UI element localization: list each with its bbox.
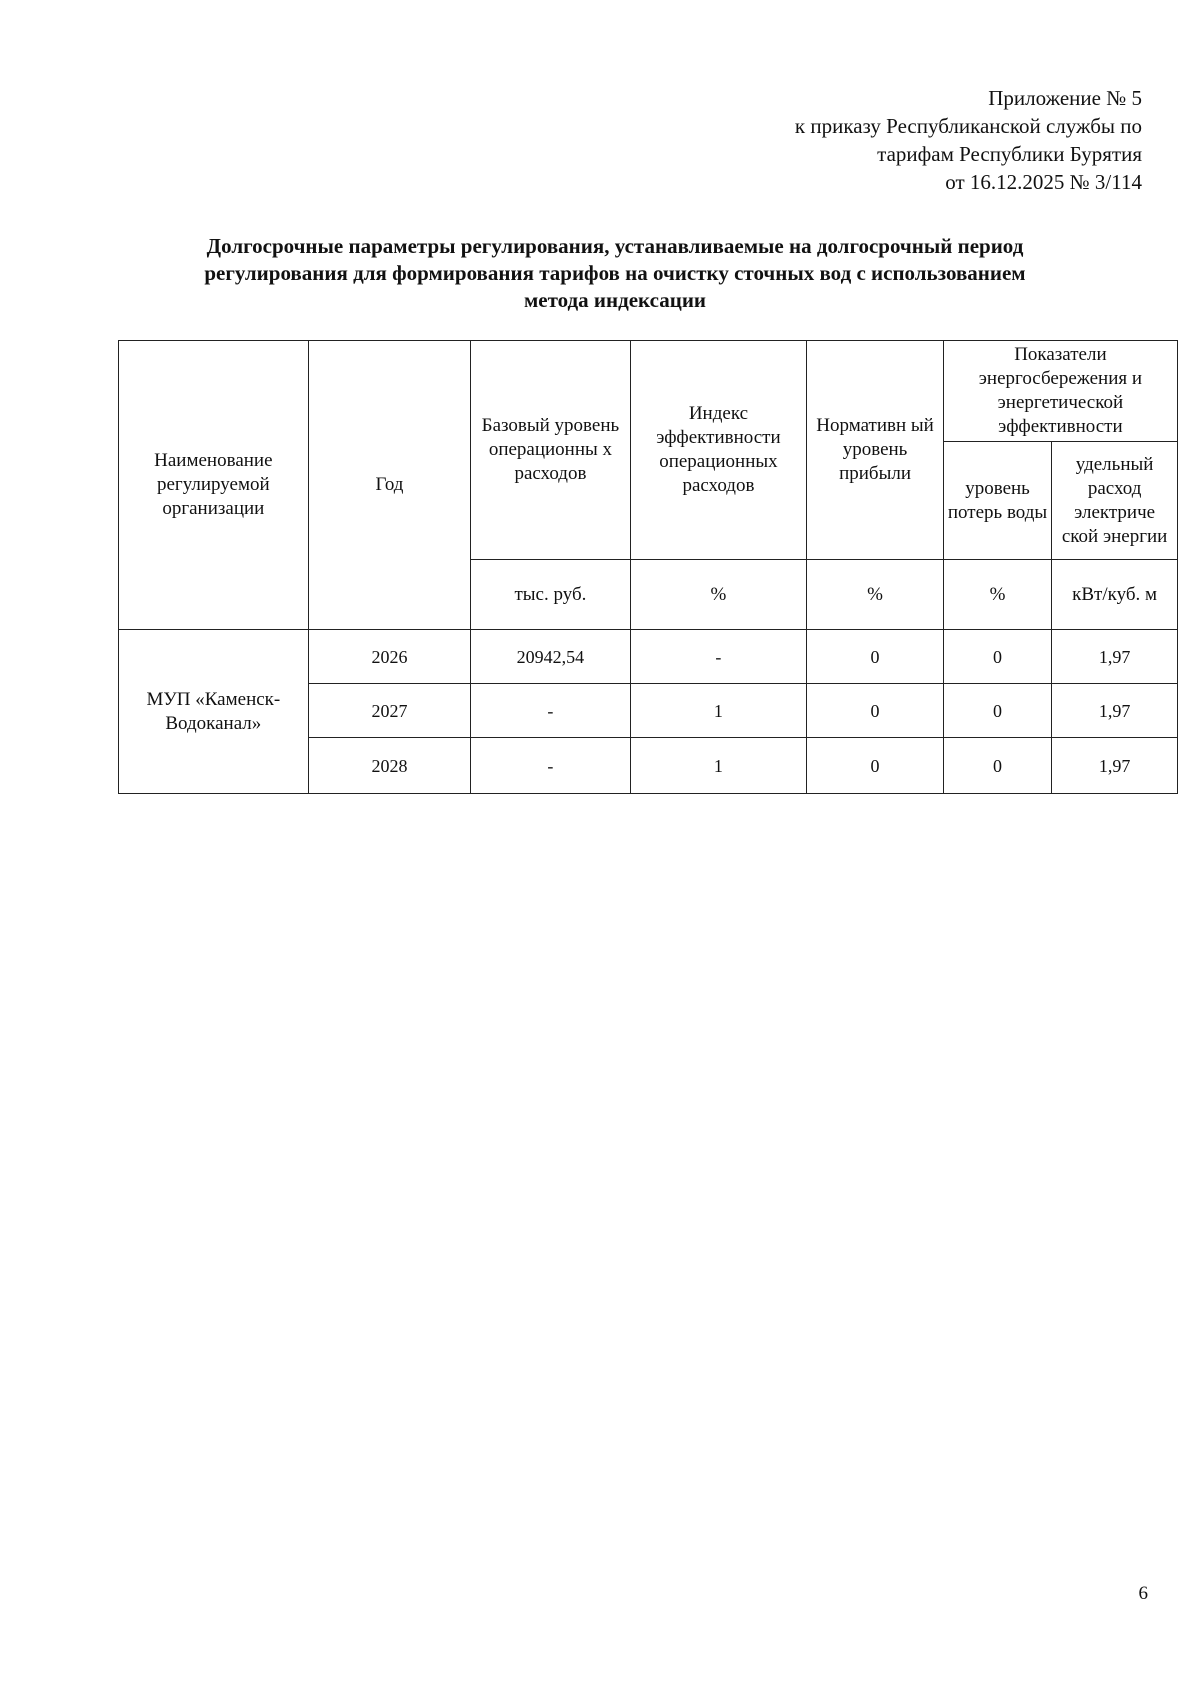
cell-base-cost: 20942,54: [471, 630, 630, 684]
table-row: [119, 630, 1178, 684]
cell-water-loss: 0: [943, 738, 1051, 794]
attachment-header: [795, 84, 1142, 196]
cell-electricity: 1,97: [1052, 684, 1178, 738]
header-water-loss: уровень потерь воды: [943, 442, 1051, 560]
cell-profit: 0: [807, 630, 944, 684]
document-title: [120, 233, 1110, 314]
attachment-order-line: к приказу Республиканской службы по: [794, 114, 1142, 138]
cell-efficiency-index: 1: [630, 738, 807, 794]
unit-profit: %: [807, 560, 944, 630]
cell-year: 2028: [308, 738, 471, 794]
cell-profit: 0: [807, 738, 944, 794]
header-base-cost: Базовый уровень операционны х расходов: [471, 341, 630, 560]
page-number: 6: [1138, 1583, 1148, 1604]
cell-efficiency-index: 1: [630, 684, 807, 738]
title-line-3: метода индексации: [523, 288, 707, 312]
unit-water-loss: %: [943, 560, 1051, 630]
cell-base-cost: -: [471, 738, 630, 794]
unit-efficiency-index: %: [630, 560, 807, 630]
header-year: Год: [308, 341, 471, 630]
attachment-authority-line: тарифам Республики Бурятия: [877, 142, 1142, 166]
cell-year: 2026: [308, 630, 471, 684]
unit-electricity: кВт/куб. м: [1052, 560, 1178, 630]
cell-water-loss: 0: [943, 684, 1051, 738]
header-efficiency-index: Индекс эффективности операционных расходов: [630, 341, 807, 560]
cell-base-cost: -: [471, 684, 630, 738]
header-electricity: удельный расход электриче ской энергии: [1052, 442, 1178, 560]
title-line-1: Долгосрочные параметры регулирования, устанавливаемые на долгосрочный период: [206, 234, 1024, 258]
header-organization: Наименование регулируемой организации: [119, 341, 309, 630]
attachment-date-line: от 16.12.2025 № 3/114: [945, 170, 1142, 194]
header-energy-group: Показатели энергосбережения и энергетической эффективности: [943, 341, 1177, 442]
regulation-parameters-table: [118, 340, 1178, 794]
cell-electricity: 1,97: [1052, 630, 1178, 684]
header-profit: Нормативн ый уровень прибыли: [807, 341, 944, 560]
cell-profit: 0: [807, 684, 944, 738]
cell-electricity: 1,97: [1052, 738, 1178, 794]
cell-water-loss: 0: [943, 630, 1051, 684]
cell-year: 2027: [308, 684, 471, 738]
attachment-number: Приложение № 5: [988, 86, 1142, 110]
header-row-1: [119, 341, 1178, 442]
cell-efficiency-index: -: [630, 630, 807, 684]
title-line-2: регулирования для формирования тарифов на очистку сточных вод с использованием: [204, 261, 1026, 285]
unit-base-cost: тыс. руб.: [471, 560, 630, 630]
organization-name: МУП «Каменск-Водоканал»: [119, 630, 309, 794]
